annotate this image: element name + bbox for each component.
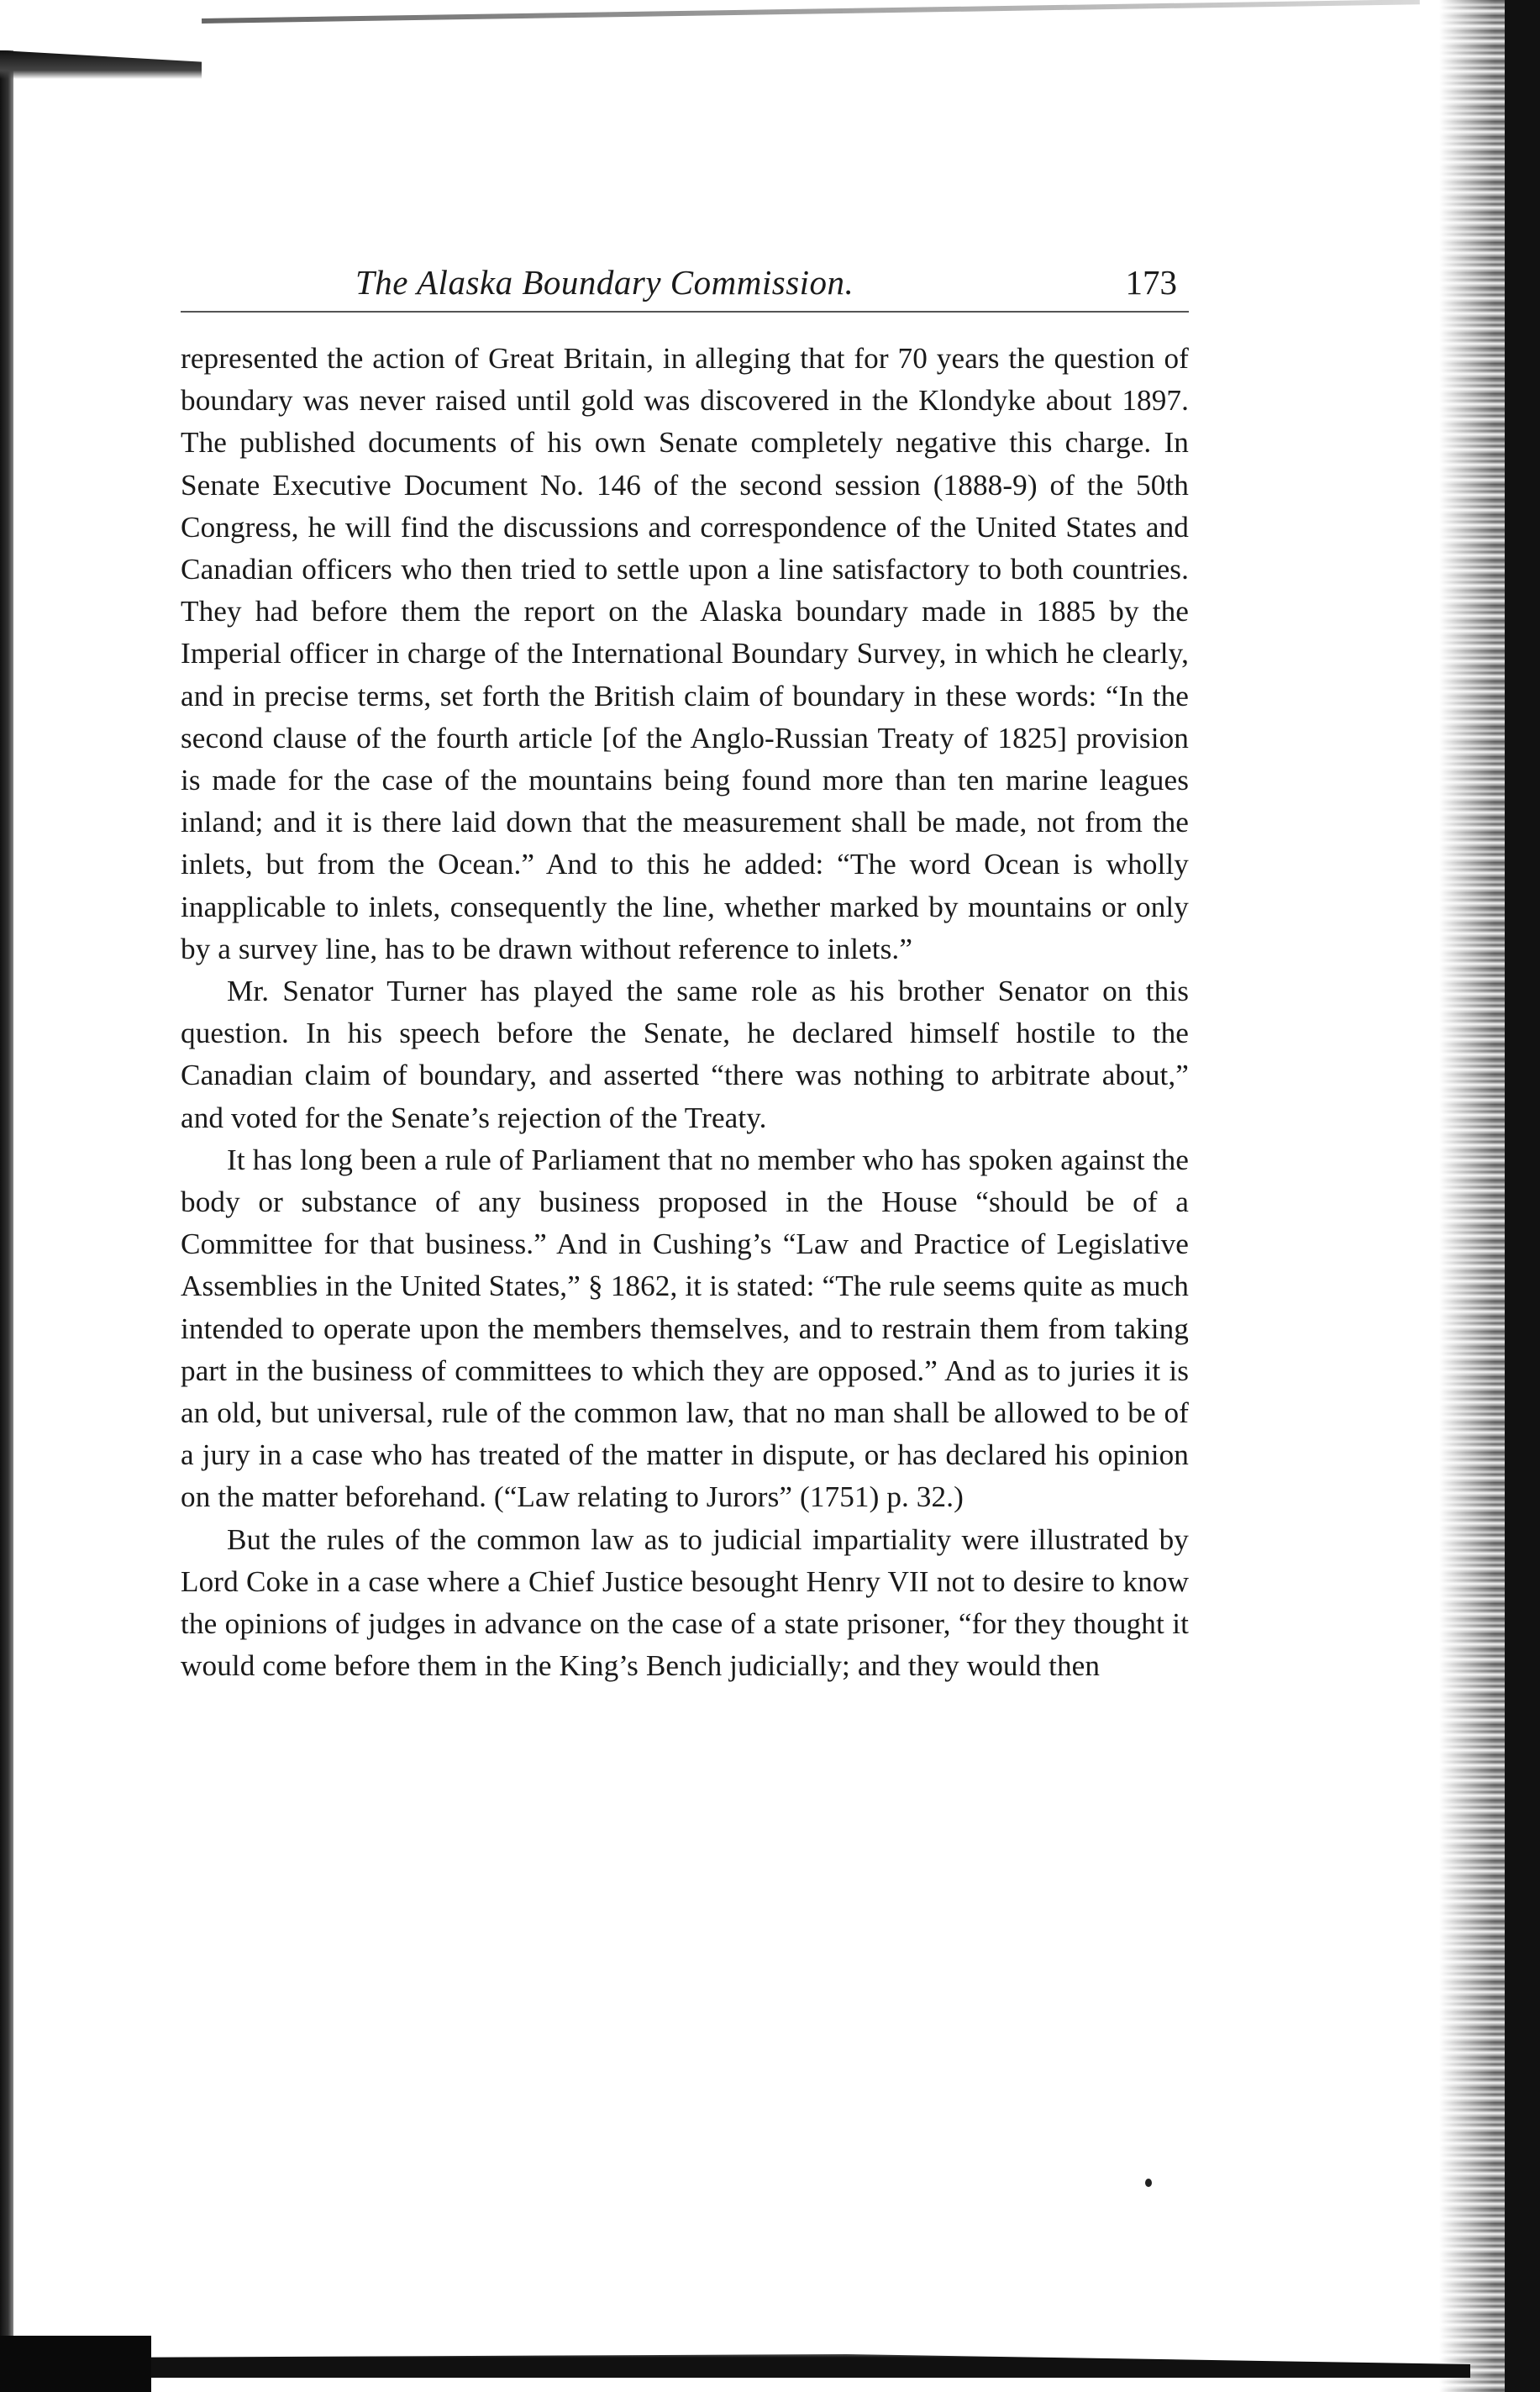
right-page-edge [1505,0,1540,2392]
page-number: 173 [1125,263,1177,302]
top-page-edge [0,50,202,79]
book-page [181,260,1189,1688]
top-scan-line [202,0,1420,24]
paragraph-3: It has long been a rule of Parliament that no member who has spoken against the body or substance of any business proposed in the House “should be of a Committee for that business.” And in Cushing’s “Law and Practice of Legislative Assemblies in the United States,” § 1862, it is stated: “The rule seems quite as much intended to operate upon the members themselves, and to restrain them from taking part in the business of committees to which they are opposed.” And as to juries it is an old, but universal, rule of the common law, that no man shall be allowed to be of a jury in a case who has treated of the matter in dispute, or has declared his opinion on the matter beforehand. (“Law relating to Jurors” (1751) p. 32.) [181,1143,1189,1514]
ink-speck [1145,2179,1152,2187]
bottom-left-corner [0,2336,151,2392]
left-page-edge [0,50,13,2353]
running-head [181,260,1189,313]
paragraph-2: Mr. Senator Turner has played the same role as his brother Senator on this question. In his speech before the Senate, he declared himself hostile to the Canadian claim of boundary, and asserted “there was nothing to arbitrate about,” and voted for the Senate’s rejection of the Treaty. [181,975,1189,1134]
paragraph-1: represented the action of Great Britain, in alleging that for 70 years the question of boundary was never raised until gold was discovered in the Klondyke about 1897. The published documents of his own Senate completely negative this charge. In Senate Executive Document No. 146 of the second session (1888-9) of the 50th Congress, he will find the discussions and correspondence of the United States and Canadian officers who then tried to settle upon a line satisfactory to both countries. They had before them the report on the Alaska boundary made in 1885 by the Imperial officer in charge of the International Boundary Survey, in which he clearly, and in precise terms, set forth the British claim of boundary in these words: “In the second clause of the fourth article [of the Anglo-Russian Treaty of 1825] provision is made for the case of the mountains being found more than ten marine leagues inland; and it is there laid down that the measurement shall be made, not from the inlets, but from the Ocean.” And to this he added: “The word Ocean is wholly inapplicable to inlets, consequently the line, whether marked by mountains or only by a survey line, has to be drawn without reference to inlets.” [181,342,1189,965]
running-title: The Alaska Boundary Commission. [355,263,854,302]
bottom-page-edge [84,2344,1470,2378]
body-text [181,338,1189,1688]
right-page-edge-texture [1439,0,1540,2392]
paragraph-4: But the rules of the common law as to judicial impartiality were illustrated by Lord Coke in a case where a Chief Justice besought Henry VII not to desire to know the opinions of judges in advance on the case of a state prisoner, “for they thought it would come before them in the King’s Bench judicially; and they would then [181,1522,1189,1683]
